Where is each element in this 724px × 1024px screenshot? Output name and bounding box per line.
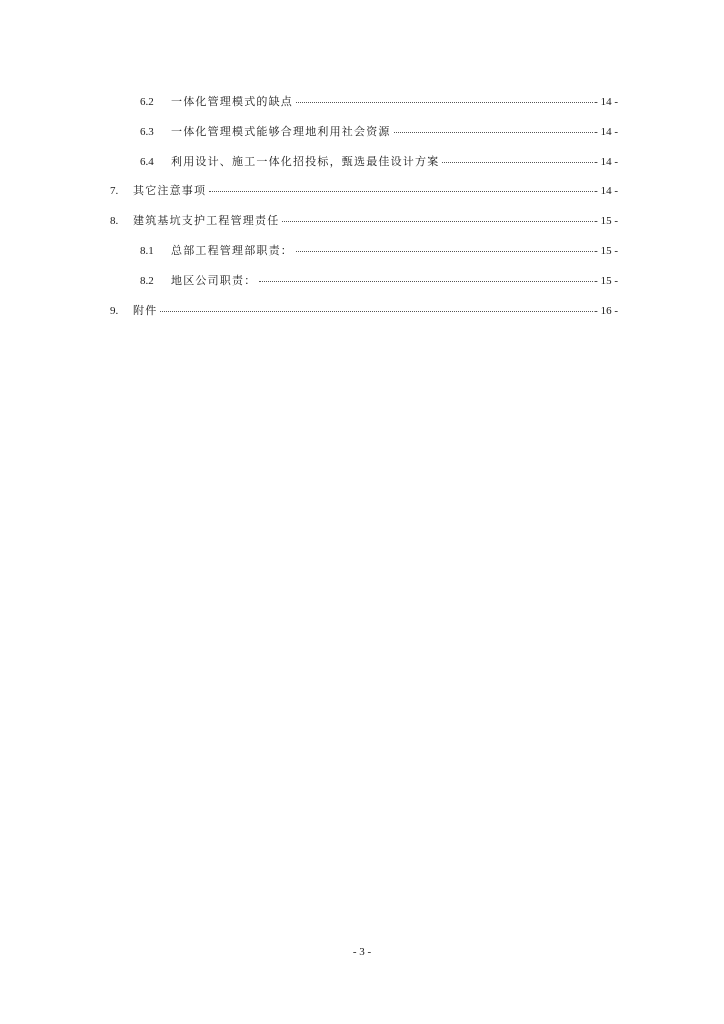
toc-page-number: - 14 - <box>594 156 618 168</box>
toc-title: 地区公司职责： <box>171 274 257 287</box>
toc-title: 一体化管理模式能够合理地利用社会资源 <box>171 125 391 138</box>
toc-entry-8[interactable] <box>110 213 618 229</box>
toc-entry-7[interactable] <box>110 183 618 199</box>
toc-title: 总部工程管理部职责： <box>171 244 293 257</box>
toc-leader-dots <box>296 251 593 252</box>
toc-entry-9[interactable] <box>110 303 618 319</box>
toc-title: 附件 <box>133 304 158 317</box>
toc-leader-dots <box>209 191 593 192</box>
toc-title: 利用设计、施工一体化招投标，甄选最佳设计方案 <box>171 155 440 168</box>
toc-page-number: - 16 - <box>594 305 618 317</box>
page-footer-number: - 3 - <box>352 946 372 958</box>
toc-page-number: - 14 - <box>594 96 618 108</box>
toc-entry-6-2[interactable] <box>140 94 618 110</box>
toc-title: 一体化管理模式的缺点 <box>171 95 293 108</box>
toc-leader-dots <box>394 132 594 133</box>
toc-entry-6-4[interactable] <box>140 154 618 170</box>
toc-leader-dots <box>282 221 593 222</box>
toc-leader-dots <box>160 311 593 312</box>
toc-page-number: - 15 - <box>594 275 618 287</box>
toc-page-number: - 14 - <box>594 126 618 138</box>
toc-number: 8.1 <box>140 245 154 257</box>
table-of-contents <box>0 0 724 330</box>
toc-entry-8-1[interactable] <box>140 243 618 259</box>
toc-leader-dots <box>296 102 593 103</box>
toc-number: 7. <box>110 185 119 197</box>
toc-entry-8-2[interactable] <box>140 273 618 289</box>
toc-title: 其它注意事项 <box>133 184 207 197</box>
toc-leader-dots <box>442 162 593 163</box>
toc-entry-6-3[interactable] <box>140 124 618 140</box>
toc-page-number: - 15 - <box>594 215 618 227</box>
toc-number: 6.3 <box>140 126 154 138</box>
toc-number: 8.2 <box>140 275 154 287</box>
toc-title: 建筑基坑支护工程管理责任 <box>133 214 280 227</box>
toc-leader-dots <box>259 281 593 282</box>
toc-page-number: - 14 - <box>594 185 618 197</box>
toc-number: 6.2 <box>140 96 154 108</box>
toc-number: 8. <box>110 215 119 227</box>
toc-number: 6.4 <box>140 156 154 168</box>
toc-page-number: - 15 - <box>594 245 618 257</box>
toc-number: 9. <box>110 305 119 317</box>
